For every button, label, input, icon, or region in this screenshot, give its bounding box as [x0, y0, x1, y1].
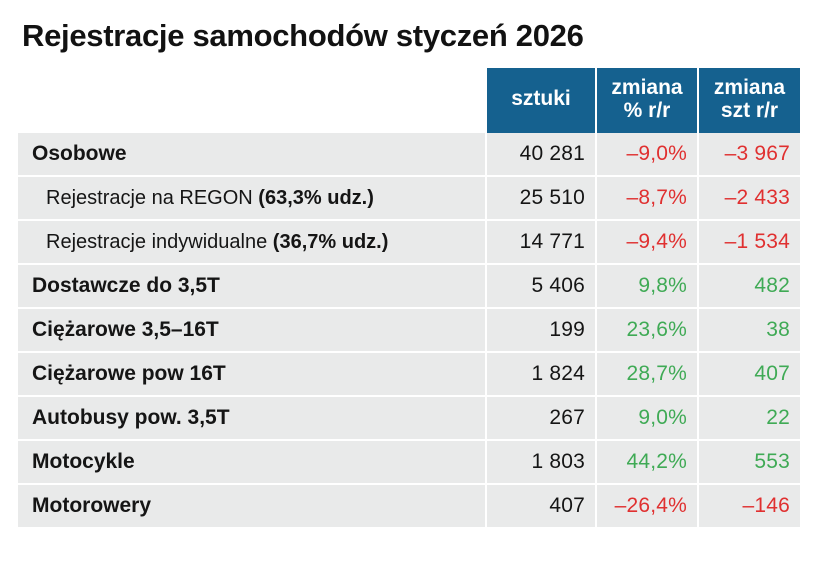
- cell-zmiana-sztuki: –146: [698, 484, 800, 527]
- table-header-row: [18, 68, 800, 133]
- cell-zmiana-sztuki: 553: [698, 440, 800, 484]
- column-header-sztuki: [486, 68, 596, 133]
- column-header-zmiana-proc: [596, 68, 698, 133]
- cell-sztuki: 199: [486, 308, 596, 352]
- cell-zmiana-sztuki: 482: [698, 264, 800, 308]
- cell-zmiana-procent: –9,0%: [596, 133, 698, 176]
- cell-sztuki: 25 510: [486, 176, 596, 220]
- row-label: [18, 220, 486, 264]
- table-body: [18, 133, 800, 527]
- cell-sztuki: 14 771: [486, 220, 596, 264]
- column-header-zmiana-proc-line2: % r/r: [623, 98, 671, 122]
- table-row: [18, 308, 800, 352]
- row-label-text: Rejestracje na REGON: [46, 186, 259, 209]
- table-row: [18, 396, 800, 440]
- cell-zmiana-procent: 23,6%: [596, 308, 698, 352]
- page-title: Rejestracje samochodów styczeń 2026: [22, 18, 584, 53]
- row-label-text: Motorowery: [32, 494, 152, 518]
- table-row: [18, 133, 800, 176]
- cell-sztuki: 5 406: [486, 264, 596, 308]
- cell-zmiana-sztuki: –2 433: [698, 176, 800, 220]
- row-label: [18, 396, 486, 440]
- cell-zmiana-sztuki: 38: [698, 308, 800, 352]
- row-label: [18, 308, 486, 352]
- cell-zmiana-procent: 9,0%: [596, 396, 698, 440]
- column-header-zmiana-proc-line1: zmiana: [611, 76, 683, 99]
- row-label-text: Dostawcze do 3,5T: [32, 274, 220, 298]
- row-label-share: (63,3% udz.): [258, 186, 374, 209]
- row-label: [18, 484, 486, 527]
- column-header-sztuki-line1: sztuki: [511, 87, 571, 111]
- cell-zmiana-procent: –9,4%: [596, 220, 698, 264]
- cell-zmiana-procent: 28,7%: [596, 352, 698, 396]
- cell-sztuki: 1 824: [486, 352, 596, 396]
- cell-sztuki: 1 803: [486, 440, 596, 484]
- row-label-share: (36,7% udz.): [272, 230, 389, 253]
- table-header: [18, 68, 800, 133]
- row-label-text: Motocykle: [32, 450, 135, 474]
- row-label: [18, 176, 486, 220]
- cell-zmiana-procent: 44,2%: [596, 440, 698, 484]
- row-label: [18, 264, 486, 308]
- cell-zmiana-procent: –26,4%: [596, 484, 698, 527]
- column-header-zmiana-szt: [698, 68, 800, 133]
- column-header-zmiana-szt-line2: szt r/r: [720, 98, 779, 122]
- row-label-text: Osobowe: [32, 142, 127, 166]
- column-header-category: [18, 68, 486, 133]
- cell-sztuki: 40 281: [486, 133, 596, 176]
- row-label-text: Ciężarowe 3,5–16T: [32, 318, 219, 342]
- cell-zmiana-procent: 9,8%: [596, 264, 698, 308]
- cell-zmiana-sztuki: 407: [698, 352, 800, 396]
- row-label-text: Autobusy pow. 3,5T: [32, 406, 230, 430]
- table-row: [18, 352, 800, 396]
- table-row: [18, 176, 800, 220]
- cell-sztuki: 407: [486, 484, 596, 527]
- cell-zmiana-procent: –8,7%: [596, 176, 698, 220]
- cell-zmiana-sztuki: –1 534: [698, 220, 800, 264]
- row-label: [18, 352, 486, 396]
- registrations-table: [18, 68, 800, 527]
- cell-sztuki: 267: [486, 396, 596, 440]
- row-label: [18, 133, 486, 176]
- table-row: [18, 440, 800, 484]
- cell-zmiana-sztuki: 22: [698, 396, 800, 440]
- table-row: [18, 220, 800, 264]
- column-header-zmiana-szt-line1: zmiana: [713, 76, 786, 99]
- cell-zmiana-sztuki: –3 967: [698, 133, 800, 176]
- row-label-text: Rejestracje indywidualne: [46, 230, 273, 253]
- table-row: [18, 264, 800, 308]
- row-label-text: Ciężarowe pow 16T: [32, 362, 226, 386]
- table-row: [18, 484, 800, 527]
- row-label: [18, 440, 486, 484]
